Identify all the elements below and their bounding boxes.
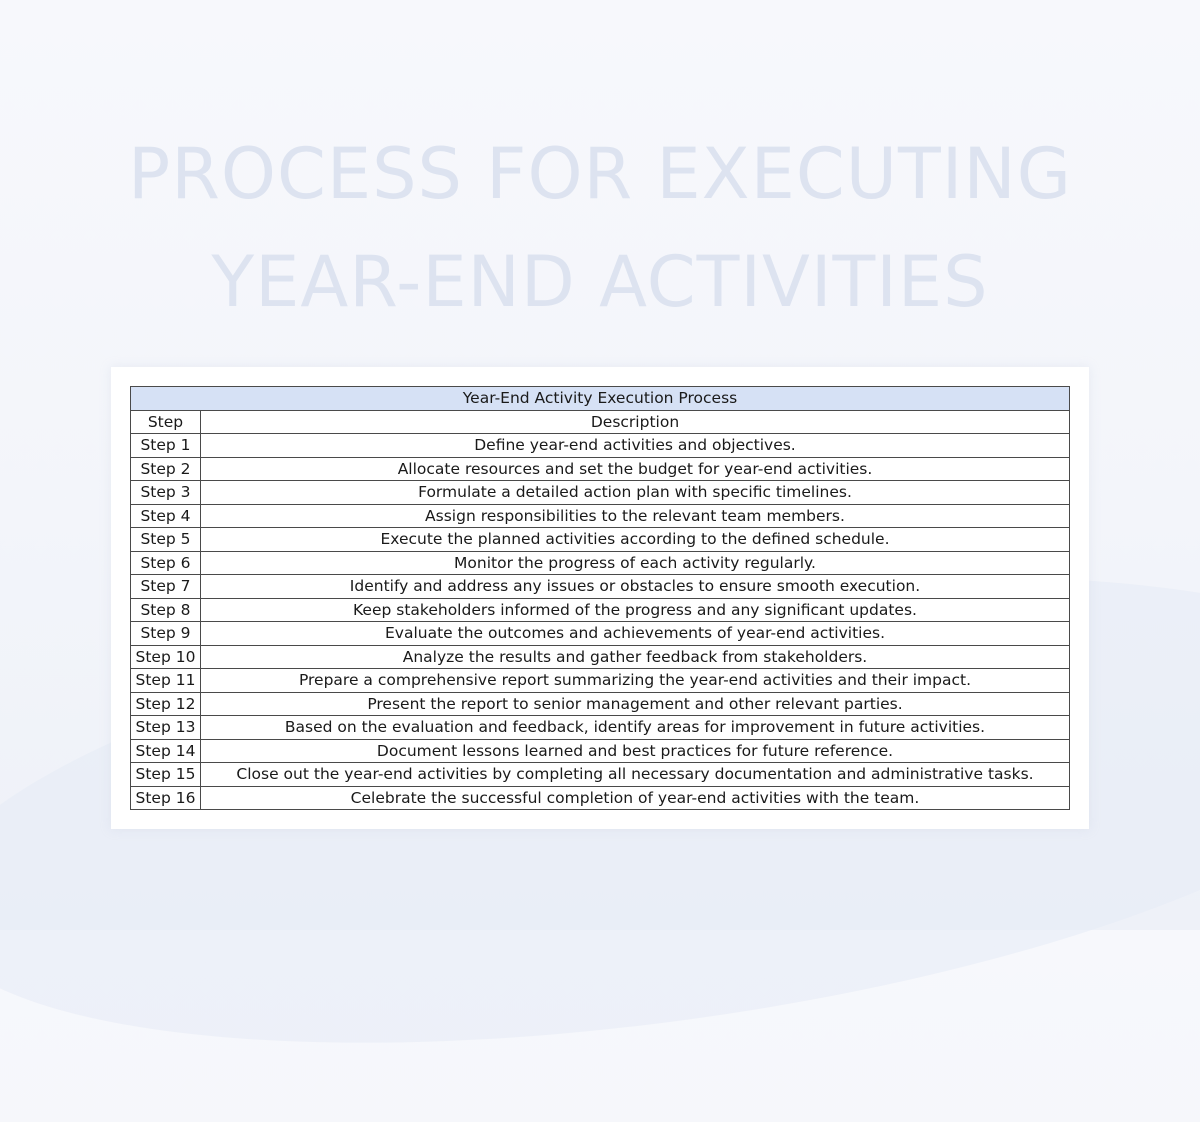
- table-header-row: [131, 410, 1070, 434]
- step-cell[interactable]: Step 2: [131, 457, 201, 481]
- table-row: [131, 622, 1070, 646]
- step-cell[interactable]: Step 1: [131, 434, 201, 458]
- step-cell[interactable]: Step 8: [131, 598, 201, 622]
- description-cell[interactable]: Present the report to senior management and other relevant parties.: [201, 692, 1070, 716]
- step-cell[interactable]: Step 11: [131, 669, 201, 693]
- description-cell[interactable]: Analyze the results and gather feedback from stakeholders.: [201, 645, 1070, 669]
- table-body: [131, 434, 1070, 810]
- step-cell[interactable]: Step 14: [131, 739, 201, 763]
- step-cell[interactable]: Step 9: [131, 622, 201, 646]
- spreadsheet-sheet: [111, 367, 1089, 829]
- table-row: [131, 528, 1070, 552]
- description-cell[interactable]: Document lessons learned and best practices for future reference.: [201, 739, 1070, 763]
- table-row: [131, 575, 1070, 599]
- description-cell[interactable]: Formulate a detailed action plan with specific timelines.: [201, 481, 1070, 505]
- table-row: [131, 692, 1070, 716]
- process-table: [130, 386, 1070, 810]
- description-cell[interactable]: Celebrate the successful completion of year-end activities with the team.: [201, 786, 1070, 810]
- step-cell[interactable]: Step 16: [131, 786, 201, 810]
- step-cell[interactable]: Step 15: [131, 763, 201, 787]
- description-cell[interactable]: Assign responsibilities to the relevant team members.: [201, 504, 1070, 528]
- description-cell[interactable]: Keep stakeholders informed of the progress and any significant updates.: [201, 598, 1070, 622]
- table-caption[interactable]: Year-End Activity Execution Process: [131, 387, 1070, 411]
- page-title-line-1: PROCESS FOR EXECUTING: [128, 133, 1072, 215]
- step-cell[interactable]: Step 4: [131, 504, 201, 528]
- table-row: [131, 551, 1070, 575]
- description-cell[interactable]: Monitor the progress of each activity regularly.: [201, 551, 1070, 575]
- table-row: [131, 598, 1070, 622]
- description-cell[interactable]: Evaluate the outcomes and achievements of year-end activities.: [201, 622, 1070, 646]
- page-title: [0, 120, 1200, 336]
- table-row: [131, 716, 1070, 740]
- step-cell[interactable]: Step 12: [131, 692, 201, 716]
- table-row: [131, 434, 1070, 458]
- table-row: [131, 481, 1070, 505]
- column-header-step[interactable]: Step: [131, 410, 201, 434]
- table-row: [131, 739, 1070, 763]
- step-cell[interactable]: Step 10: [131, 645, 201, 669]
- step-cell[interactable]: Step 5: [131, 528, 201, 552]
- description-cell[interactable]: Close out the year-end activities by completing all necessary documentation and administrative tasks.: [201, 763, 1070, 787]
- table-caption-row: [131, 387, 1070, 411]
- description-cell[interactable]: Identify and address any issues or obstacles to ensure smooth execution.: [201, 575, 1070, 599]
- table-row: [131, 786, 1070, 810]
- description-cell[interactable]: Prepare a comprehensive report summarizing the year-end activities and their impact.: [201, 669, 1070, 693]
- table-row: [131, 504, 1070, 528]
- table-row: [131, 763, 1070, 787]
- table-row: [131, 669, 1070, 693]
- step-cell[interactable]: Step 3: [131, 481, 201, 505]
- column-header-description[interactable]: Description: [201, 410, 1070, 434]
- table-row: [131, 645, 1070, 669]
- step-cell[interactable]: Step 6: [131, 551, 201, 575]
- description-cell[interactable]: Allocate resources and set the budget for year-end activities.: [201, 457, 1070, 481]
- description-cell[interactable]: Based on the evaluation and feedback, identify areas for improvement in future activities.: [201, 716, 1070, 740]
- description-cell[interactable]: Define year-end activities and objectives.: [201, 434, 1070, 458]
- step-cell[interactable]: Step 13: [131, 716, 201, 740]
- step-cell[interactable]: Step 7: [131, 575, 201, 599]
- description-cell[interactable]: Execute the planned activities according to the defined schedule.: [201, 528, 1070, 552]
- page-title-line-2: YEAR-END ACTIVITIES: [211, 241, 989, 323]
- table-row: [131, 457, 1070, 481]
